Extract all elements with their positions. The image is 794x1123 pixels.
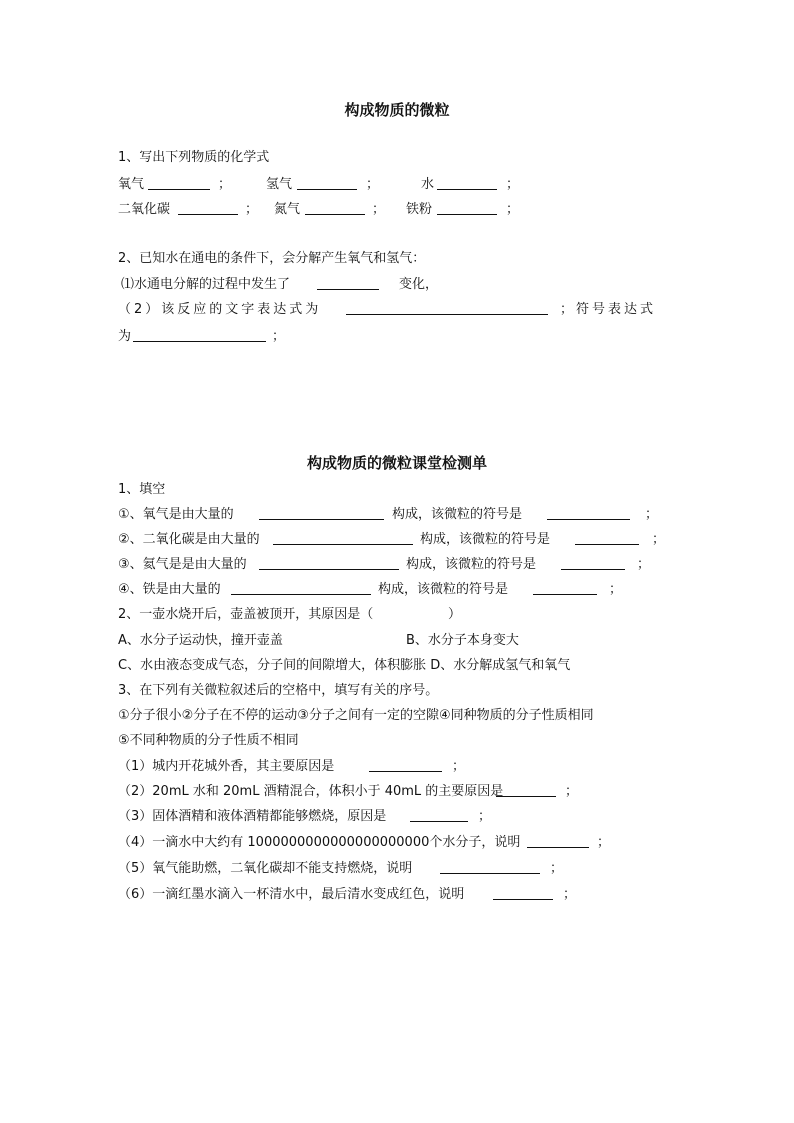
blank-word-equation[interactable]: [346, 301, 548, 315]
label-water: 水: [421, 177, 435, 192]
q2-prompt-text: 2、一壶水烧开后，壶盖被顶开，其原因是（: [118, 607, 374, 622]
blank-answer[interactable]: [369, 758, 442, 772]
option-c-d[interactable]: C、水由液态变成气态，分子间的间隙增大，体积膨胀 D、水分解成氢气和氧气: [118, 658, 571, 673]
semicolon: ；: [609, 582, 623, 597]
semicolon: ；: [597, 835, 611, 850]
blank-iron[interactable]: [437, 201, 497, 215]
s1-q2-prompt: 2、已知水在通电的条件下，会分解产生氧气和氢气：: [118, 251, 426, 266]
s2-q3-item6: [0, 886, 794, 904]
item-text: （1）城内开花城外香，其主要原因是: [118, 759, 335, 774]
s2-q1-item4: [0, 581, 794, 599]
s2-q3-prompt: 3、在下列有关微粒叙述后的空格中，填写有关的序号。: [118, 683, 439, 698]
label-iron: 铁粉: [406, 202, 433, 217]
blank-symbol[interactable]: [533, 581, 597, 595]
blank-particle[interactable]: [259, 506, 384, 520]
s1-q1-row1: [0, 176, 794, 194]
s2-q3-item4: [0, 834, 794, 852]
blank-symbol[interactable]: [547, 506, 630, 520]
part2-symbol-text: ；符号表达式: [560, 302, 657, 317]
semicolon: ；: [366, 177, 380, 192]
item-text: （2）20mL 水和 20mL 酒精混合，体积小于 40mL 的主要原因是: [118, 784, 504, 799]
part1-suffix: 变化，: [399, 277, 439, 292]
label-oxygen: 氧气: [118, 177, 145, 192]
blank-change-type[interactable]: [317, 276, 379, 290]
blank-symbol[interactable]: [561, 556, 625, 570]
semicolon: ；: [218, 177, 232, 192]
s2-q3-item3: [0, 808, 794, 826]
part2-text: （2）该反应的文字表达式为: [118, 302, 322, 317]
semicolon: ；: [372, 202, 386, 217]
s2-q1-item2: [0, 531, 794, 549]
s2-q3-item5: [0, 860, 794, 878]
semicolon: ；: [478, 809, 492, 824]
s2-q1-item3: [0, 556, 794, 574]
blank-particle[interactable]: [273, 531, 413, 545]
semicolon: ；: [506, 202, 520, 217]
s2-q2-options-ab: [0, 632, 794, 650]
semicolon: ；: [645, 507, 659, 522]
s1-q2-part2-cont: [0, 328, 794, 346]
blank-particle[interactable]: [231, 581, 371, 595]
semicolon: ；: [563, 887, 577, 902]
s2-q3-item2: [0, 783, 794, 801]
s1-q1-row2: [0, 201, 794, 219]
section2-title: 构成物质的微粒课堂检测单: [306, 454, 487, 472]
item-text: ③、氦气是是由大量的: [118, 557, 247, 572]
label-co2: 二氧化碳: [118, 202, 171, 217]
item-text: （6）一滴红墨水滴入一杯清水中，最后清水变成红色，说明: [118, 887, 465, 902]
item-mid: 构成，该微粒的符号是: [420, 532, 551, 547]
item-text: （3）固体酒精和液体酒精都能够燃烧，原因是: [118, 809, 387, 824]
blank-answer[interactable]: [527, 834, 589, 848]
s2-q1-prompt: 1、填空: [118, 482, 166, 497]
part2-wei: 为: [118, 329, 132, 344]
blank-answer[interactable]: [496, 783, 556, 797]
item-mid: 构成，该微粒的符号是: [378, 582, 509, 597]
section1-title: 构成物质的微粒: [344, 101, 450, 119]
blank-answer[interactable]: [493, 886, 553, 900]
s1-q1-prompt: 1、写出下列物质的化学式: [118, 150, 270, 165]
label-hydrogen: 氢气: [266, 177, 293, 192]
item-mid: 构成，该微粒的符号是: [406, 557, 537, 572]
semicolon: ；: [637, 557, 651, 572]
s2-q2-prompt: [0, 606, 794, 624]
blank-answer[interactable]: [440, 860, 540, 874]
item-text: （5）氧气能助燃，二氧化碳却不能支持燃烧，说明: [118, 861, 413, 876]
option-b[interactable]: B、水分子本身变大: [406, 633, 519, 648]
semicolon: ；: [506, 177, 520, 192]
s2-q1-item1: [0, 506, 794, 524]
blank-hydrogen[interactable]: [297, 176, 357, 190]
item-text: （4）一滴水中大约有 1000000000000000000000个水分子，说明: [118, 835, 521, 850]
semicolon: ；: [565, 784, 579, 799]
blank-symbol[interactable]: [575, 531, 639, 545]
blank-nitrogen[interactable]: [305, 201, 365, 215]
s2-q3-item1: [0, 758, 794, 776]
s1-q2-part1: [0, 276, 794, 294]
blank-oxygen[interactable]: [148, 176, 210, 190]
semicolon: ；: [550, 861, 564, 876]
label-nitrogen: 氮气: [274, 202, 301, 217]
semicolon: ；: [245, 202, 259, 217]
item-text: ①、氧气是由大量的: [118, 507, 234, 522]
q2-close-paren: ）: [448, 607, 462, 622]
s2-q3-options1: ①分子很小②分子在不停的运动③分子之间有一定的空隙④同种物质的分子性质相同: [118, 708, 594, 723]
blank-symbol-equation[interactable]: [133, 328, 266, 342]
blank-particle[interactable]: [259, 556, 399, 570]
item-text: ④、铁是由大量的: [118, 582, 221, 597]
blank-co2[interactable]: [178, 201, 238, 215]
blank-water[interactable]: [437, 176, 497, 190]
semicolon: ；: [452, 759, 466, 774]
semicolon: ；: [272, 329, 286, 344]
item-text: ②、二氧化碳是由大量的: [118, 532, 260, 547]
semicolon: ；: [652, 532, 666, 547]
option-a[interactable]: A、水分子运动快，撞开壶盖: [118, 633, 283, 648]
item-mid: 构成，该微粒的符号是: [392, 507, 523, 522]
part1-text: ⑴水通电分解的过程中发生了: [121, 277, 291, 292]
s1-q2-part2: [0, 301, 794, 319]
blank-answer[interactable]: [410, 808, 468, 822]
s2-q3-options2: ⑤不同种物质的分子性质不相同: [118, 733, 299, 748]
